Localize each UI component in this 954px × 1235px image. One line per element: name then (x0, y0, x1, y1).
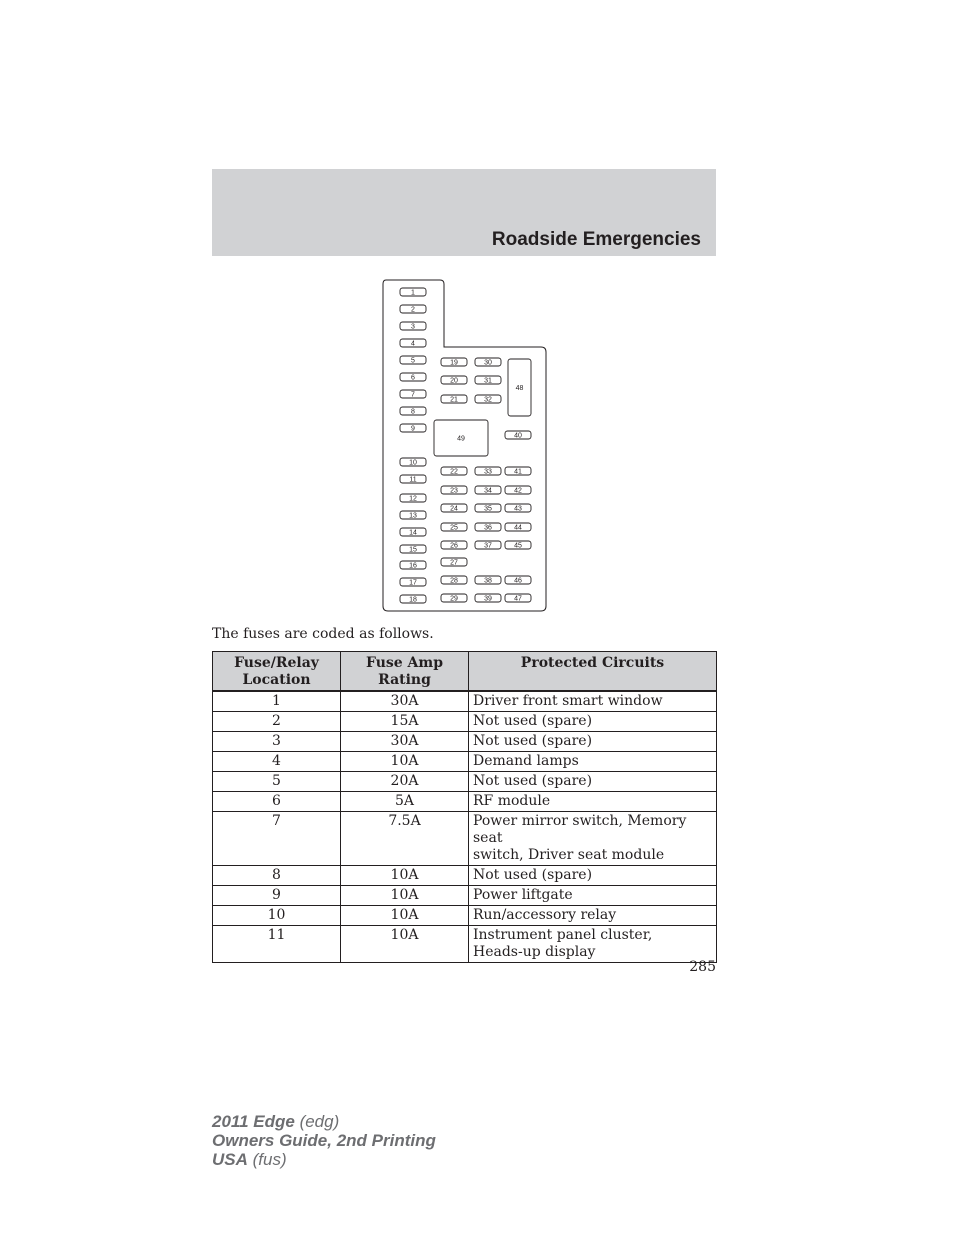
table-row (213, 906, 717, 926)
table-row (213, 866, 717, 886)
fuse-grid-24 (441, 504, 467, 513)
section-title: Roadside Emergencies (491, 229, 701, 250)
fuse-grid-35 (475, 504, 501, 513)
svg-text:26: 26 (450, 542, 458, 550)
intro-text: The fuses are coded as follows. (212, 626, 434, 642)
svg-text:15: 15 (409, 546, 417, 554)
svg-text:41: 41 (514, 468, 522, 476)
svg-text:32: 32 (484, 396, 492, 404)
fuse-left-1 (400, 288, 426, 297)
cell-rating: 30A (341, 691, 469, 712)
table-row (213, 712, 717, 732)
cell-rating: 30A (341, 732, 469, 752)
fuse-grid-40 (505, 431, 531, 440)
fuse-grid-46 (505, 576, 531, 585)
fuse-grid-44 (505, 523, 531, 532)
cell-circuit: Instrument panel cluster, Heads-up display (469, 926, 717, 963)
svg-text:8: 8 (411, 408, 415, 416)
fuse-grid-43 (505, 504, 531, 513)
fuse-grid-38 (475, 576, 501, 585)
table-row (213, 812, 717, 866)
fuse-left-8 (400, 407, 426, 416)
footer-line-1: 2011 Edge (edg) (212, 1112, 340, 1131)
svg-text:45: 45 (514, 542, 522, 550)
table-row (213, 732, 717, 752)
svg-text:3: 3 (411, 323, 415, 331)
cell-location: 2 (213, 712, 341, 732)
svg-text:14: 14 (409, 529, 417, 537)
fuse-grid-23 (441, 486, 467, 495)
cell-location: 4 (213, 752, 341, 772)
cell-circuit: Power mirror switch, Memory seat switch, Driver seat module (469, 812, 717, 866)
svg-text:4: 4 (411, 340, 415, 348)
fuse-left-13 (400, 511, 426, 520)
svg-text:48: 48 (515, 385, 524, 392)
svg-text:19: 19 (450, 359, 458, 367)
fuse-grid-32 (475, 395, 501, 404)
fuse-grid-28 (441, 576, 467, 585)
fuse-left-6 (400, 373, 426, 382)
svg-text:16: 16 (409, 562, 417, 570)
table-row (213, 792, 717, 812)
cell-circuit: Not used (spare) (469, 866, 717, 886)
svg-text:43: 43 (514, 505, 522, 513)
cell-circuit: Run/accessory relay (469, 906, 717, 926)
svg-text:6: 6 (411, 374, 415, 382)
fuse-left-3 (400, 322, 426, 331)
fuse-left-9 (400, 424, 426, 433)
fuse-grid-47 (505, 594, 531, 603)
fuse-grid-45 (505, 541, 531, 550)
cell-location: 6 (213, 792, 341, 812)
cell-circuit: Not used (spare) (469, 772, 717, 792)
svg-text:40: 40 (514, 432, 522, 440)
cell-circuit: Power liftgate (469, 886, 717, 906)
fuse-left-17 (400, 578, 426, 587)
svg-text:44: 44 (514, 524, 522, 532)
fuse-left-10 (400, 458, 426, 467)
fuse-grid-36 (475, 523, 501, 532)
table-row (213, 752, 717, 772)
fuse-left-12 (400, 494, 426, 503)
fuse-grid-25 (441, 523, 467, 532)
svg-text:13: 13 (409, 512, 417, 520)
cell-location: 8 (213, 866, 341, 886)
cell-rating: 10A (341, 926, 469, 963)
fuse-left-14 (400, 528, 426, 537)
svg-text:2: 2 (411, 306, 415, 314)
header-circuits: Protected Circuits (469, 652, 717, 692)
svg-text:35: 35 (484, 505, 492, 513)
svg-text:27: 27 (450, 559, 458, 567)
table-row (213, 886, 717, 906)
svg-text:31: 31 (484, 377, 492, 385)
svg-text:5: 5 (411, 357, 415, 365)
relay-49 (434, 420, 488, 456)
table-row (213, 926, 717, 963)
cell-location: 3 (213, 732, 341, 752)
cell-location: 10 (213, 906, 341, 926)
fuse-panel-diagram (380, 278, 550, 614)
cell-rating: 20A (341, 772, 469, 792)
fuse-grid-37 (475, 541, 501, 550)
fuse-left-18 (400, 595, 426, 604)
fuse-grid-29 (441, 594, 467, 603)
svg-text:36: 36 (484, 524, 492, 532)
fuse-left-4 (400, 339, 426, 348)
page-number: 285 (689, 959, 716, 975)
fuse-grid-27 (441, 558, 467, 567)
fuse-grid-39 (475, 594, 501, 603)
fuse-left-2 (400, 305, 426, 314)
fuse-grid-41 (505, 467, 531, 476)
svg-text:46: 46 (514, 577, 522, 585)
fuse-grid-22 (441, 467, 467, 476)
svg-text:24: 24 (450, 505, 458, 513)
svg-text:47: 47 (514, 595, 522, 603)
cell-location: 5 (213, 772, 341, 792)
table-header-row (213, 652, 717, 692)
svg-text:11: 11 (409, 476, 417, 484)
svg-text:9: 9 (411, 425, 415, 433)
footer-line-3: USA (fus) (212, 1150, 287, 1169)
table-row (213, 691, 717, 712)
svg-text:10: 10 (409, 459, 417, 467)
cell-rating: 10A (341, 866, 469, 886)
cell-location: 7 (213, 812, 341, 866)
fuse-grid-34 (475, 486, 501, 495)
svg-text:49: 49 (457, 435, 465, 443)
svg-text:39: 39 (484, 595, 492, 603)
fuse-left-5 (400, 356, 426, 365)
fuse-table (212, 651, 717, 963)
fuse-grid-26 (441, 541, 467, 550)
svg-text:20: 20 (450, 377, 458, 385)
svg-text:25: 25 (450, 524, 458, 532)
footer (212, 1112, 436, 1169)
svg-text:7: 7 (411, 391, 415, 399)
cell-circuit: Demand lamps (469, 752, 717, 772)
section-header-band (212, 169, 716, 256)
svg-text:37: 37 (484, 542, 492, 550)
fuse-grid-20 (441, 376, 467, 385)
cell-location: 1 (213, 691, 341, 712)
svg-text:18: 18 (409, 596, 417, 604)
header-location: Fuse/Relay Location (213, 652, 341, 692)
svg-text:29: 29 (450, 595, 458, 603)
cell-location: 11 (213, 926, 341, 963)
fuse-left-15 (400, 545, 426, 554)
fuse-left-11 (400, 475, 426, 484)
fuse-left-7 (400, 390, 426, 399)
cell-rating: 7.5A (341, 812, 469, 866)
svg-text:17: 17 (409, 579, 417, 587)
svg-text:22: 22 (450, 468, 458, 476)
cell-rating: 10A (341, 886, 469, 906)
cell-location: 9 (213, 886, 341, 906)
header-rating: Fuse Amp Rating (341, 652, 469, 692)
svg-text:33: 33 (484, 468, 492, 476)
fuse-grid-33 (475, 467, 501, 476)
svg-text:12: 12 (409, 495, 417, 503)
cell-rating: 10A (341, 906, 469, 926)
cell-circuit: Driver front smart window (469, 691, 717, 712)
fuse-grid-31 (475, 376, 501, 385)
svg-text:30: 30 (484, 359, 492, 367)
fuse-grid-21 (441, 395, 467, 404)
cell-rating: 10A (341, 752, 469, 772)
footer-line-2: Owners Guide, 2nd Printing (212, 1131, 436, 1150)
table-row (213, 772, 717, 792)
fuse-grid-42 (505, 486, 531, 495)
svg-text:23: 23 (450, 487, 458, 495)
cell-rating: 5A (341, 792, 469, 812)
svg-text:34: 34 (484, 487, 492, 495)
cell-circuit: Not used (spare) (469, 712, 717, 732)
svg-text:1: 1 (411, 289, 415, 297)
cell-circuit: Not used (spare) (469, 732, 717, 752)
cell-circuit: RF module (469, 792, 717, 812)
fuse-grid-30 (475, 358, 501, 367)
svg-text:28: 28 (450, 577, 458, 585)
cell-rating: 15A (341, 712, 469, 732)
svg-text:42: 42 (514, 487, 522, 495)
svg-text:38: 38 (484, 577, 492, 585)
svg-text:21: 21 (450, 396, 458, 404)
fuse-grid-19 (441, 358, 467, 367)
relay-48 (508, 359, 531, 416)
fuse-left-16 (400, 561, 426, 570)
